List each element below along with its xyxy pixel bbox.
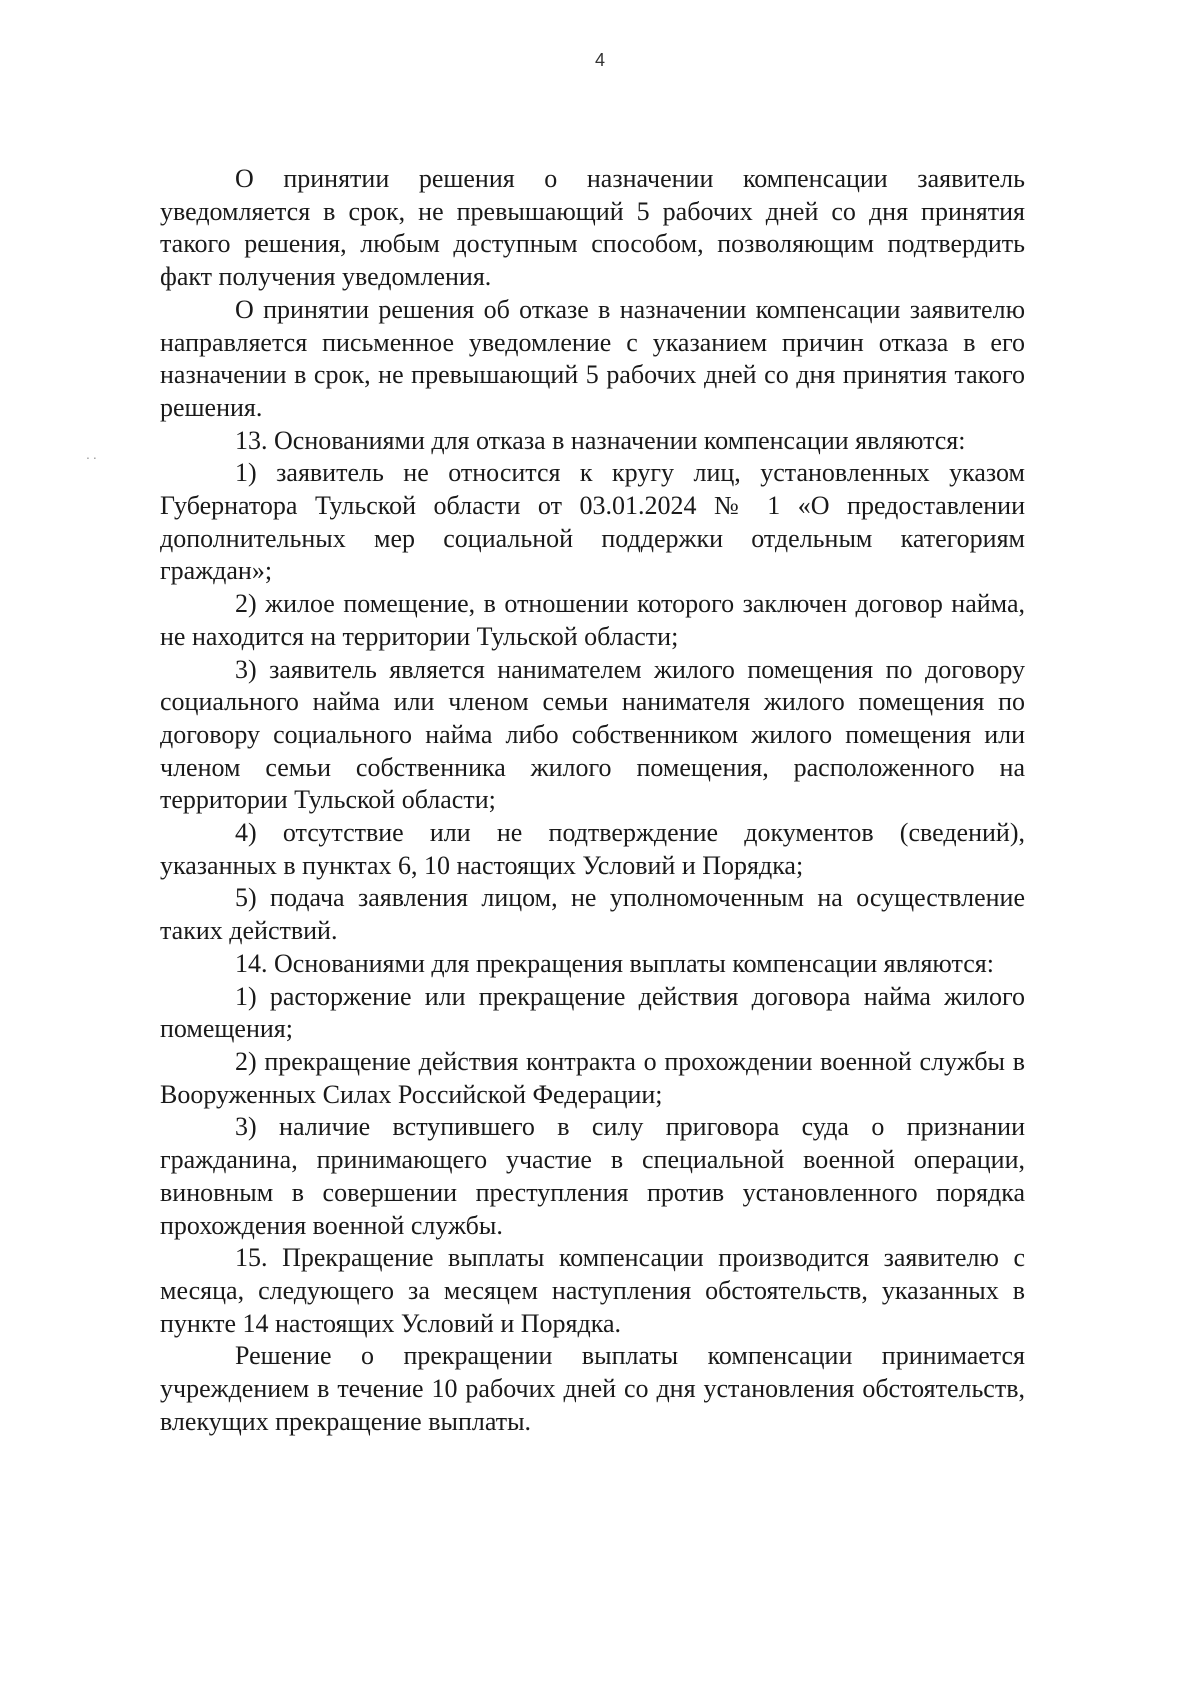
clause-13-item-2: 2) жилое помещение, в отношении которого заключен договор найма, не находится на территории Тульской области;	[160, 589, 1025, 651]
clause-14-item-2: 2) прекращение действия контракта о прохождении военной службы в Вооруженных Силах Российской Федерации;	[160, 1046, 1025, 1109]
clause-13-item-3: 3) заявитель является нанимателем жилого помещения по договору социального найма или членом семьи нанимателя жилого помещения по договору социального найма либо собственником жилого помещения или членом семьи собственника жилого помещения, расположенного на территории Тульской области;	[160, 654, 1025, 815]
paragraph-termination-decision: Решение о прекращении выплаты компенсации принимается учреждением в течение 10 рабочих дней со дня установления обстоятельств, влекущих прекращение выплаты.	[160, 1341, 1025, 1436]
clause-14-item-1: 1) расторжение или прекращение действия договора найма жилого помещения;	[160, 981, 1025, 1044]
clause-14-heading: 14. Основаниями для прекращения выплаты компенсации являются:	[235, 948, 994, 978]
clause-14-item-3: 3) наличие вступившего в силу приговора суда о признании гражданина, принимающего участие в специальной военной операции, виновным в совершении преступления против установленного порядка прохождения военной службы.	[160, 1112, 1025, 1240]
paragraph-notice-refusal: О принятии решения об отказе в назначении компенсации заявителю направляется письменное уведомление с указанием причин отказа в его назначении в срок, не превышающий 5 рабочих дней со дня принятия такого решения.	[160, 294, 1025, 422]
paragraph-notice-approval: О принятии решения о назначении компенсации заявитель уведомляется в срок, не превышающий 5 рабочих дней со дня принятия такого решения, любым доступным способом, позволяющим подтвердить факт получения уведомления.	[160, 164, 1025, 292]
margin-mark: ..	[86, 446, 100, 462]
document-body	[160, 163, 1025, 1438]
clause-13-heading: 13. Основаниями для отказа в назначении компенсации являются:	[235, 425, 966, 455]
clause-13-item-5: 5) подача заявления лицом, не уполномоченным на осуществление таких действий.	[160, 883, 1025, 946]
clause-13-item-1: 1) заявитель не относится к кругу лиц, установленных указом Губернатора Тульской области от 03.01.2024 № 1 «О предоставлении дополнительных мер социальной поддержки отдельным категориям граждан»;	[160, 458, 1025, 586]
clause-15: 15. Прекращение выплаты компенсации производится заявителю с месяца, следующего за месяцем наступления обстоятельств, указанных в пункте 14 настоящих Условий и Порядка.	[160, 1243, 1025, 1338]
page-number: 4	[594, 50, 605, 70]
clause-13-item-4: 4) отсутствие или не подтверждение документов (сведений), указанных в пунктах 6, 10 настоящих Условий и Порядка;	[160, 818, 1025, 880]
